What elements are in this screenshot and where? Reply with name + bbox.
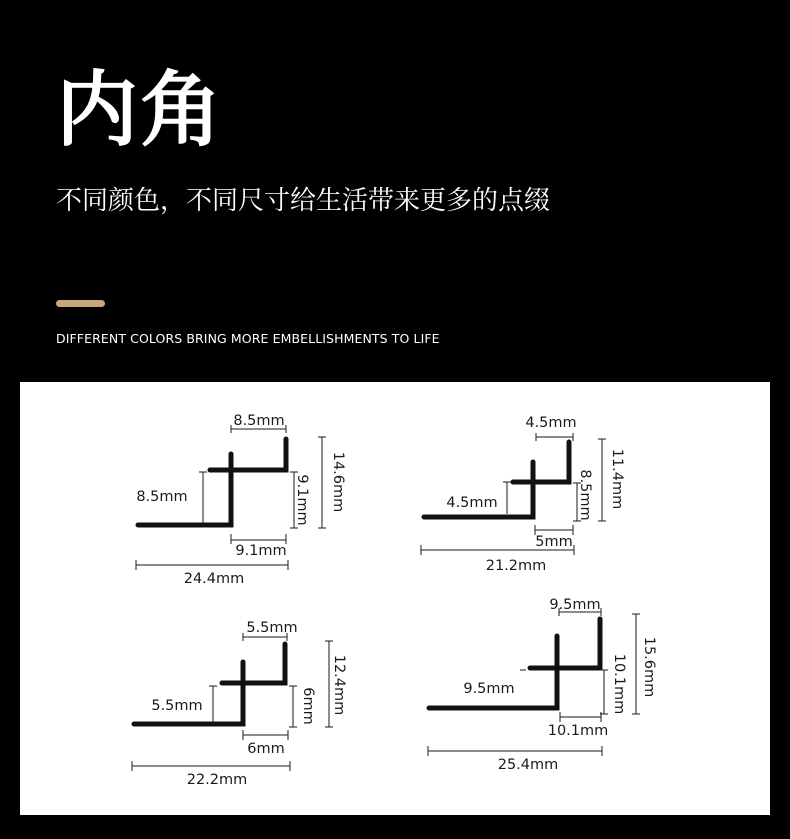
dim-total-width: 24.4mm bbox=[183, 571, 245, 587]
dim-step-height: 9.5mm bbox=[463, 681, 515, 697]
profile-diagram-1 bbox=[136, 413, 346, 587]
dim-step-height: 5.5mm bbox=[151, 698, 203, 714]
profile-diagram-3 bbox=[132, 620, 347, 788]
dim-total-height: 11.4mm bbox=[609, 448, 625, 510]
dim-top-width: 9.5mm bbox=[549, 597, 601, 613]
dim-total-height: 14.6mm bbox=[330, 451, 346, 513]
page-subtitle: 不同颜色，不同尺寸给生活带来更多的点缀 bbox=[56, 186, 551, 216]
dim-total-width: 25.4mm bbox=[497, 757, 559, 773]
dim-step-width: 6mm bbox=[247, 741, 285, 757]
dim-total-height: 15.6mm bbox=[641, 636, 657, 698]
dim-step-height: 4.5mm bbox=[446, 495, 498, 511]
dim-top-width: 4.5mm bbox=[525, 415, 577, 431]
profile-diagrams bbox=[20, 382, 770, 815]
dim-total-height: 12.4mm bbox=[331, 654, 347, 716]
profile-diagram-4 bbox=[428, 597, 657, 773]
accent-divider bbox=[56, 300, 105, 307]
dim-top-width: 8.5mm bbox=[233, 413, 285, 429]
dim-total-width: 21.2mm bbox=[485, 558, 547, 574]
dim-inner-height: 9.1mm bbox=[294, 474, 310, 526]
dim-inner-height: 10.1mm bbox=[611, 653, 627, 715]
dim-inner-height: 6mm bbox=[300, 687, 316, 725]
dim-step-height: 8.5mm bbox=[136, 489, 188, 505]
profile-shape bbox=[138, 439, 286, 525]
dim-step-width: 10.1mm bbox=[547, 723, 609, 739]
dim-inner-height: 8.5mm bbox=[577, 469, 593, 521]
english-caption: DIFFERENT COLORS BRING MORE EMBELLISHMENTS TO LIFE bbox=[56, 331, 440, 346]
dim-step-width: 5mm bbox=[535, 534, 573, 550]
dim-step-width: 9.1mm bbox=[235, 543, 287, 559]
page-title: 内角 bbox=[56, 63, 225, 158]
dim-total-width: 22.2mm bbox=[186, 772, 248, 788]
dim-top-width: 5.5mm bbox=[246, 620, 298, 636]
profile-diagram-2 bbox=[421, 415, 625, 574]
profile-diagram-panel bbox=[20, 382, 770, 815]
